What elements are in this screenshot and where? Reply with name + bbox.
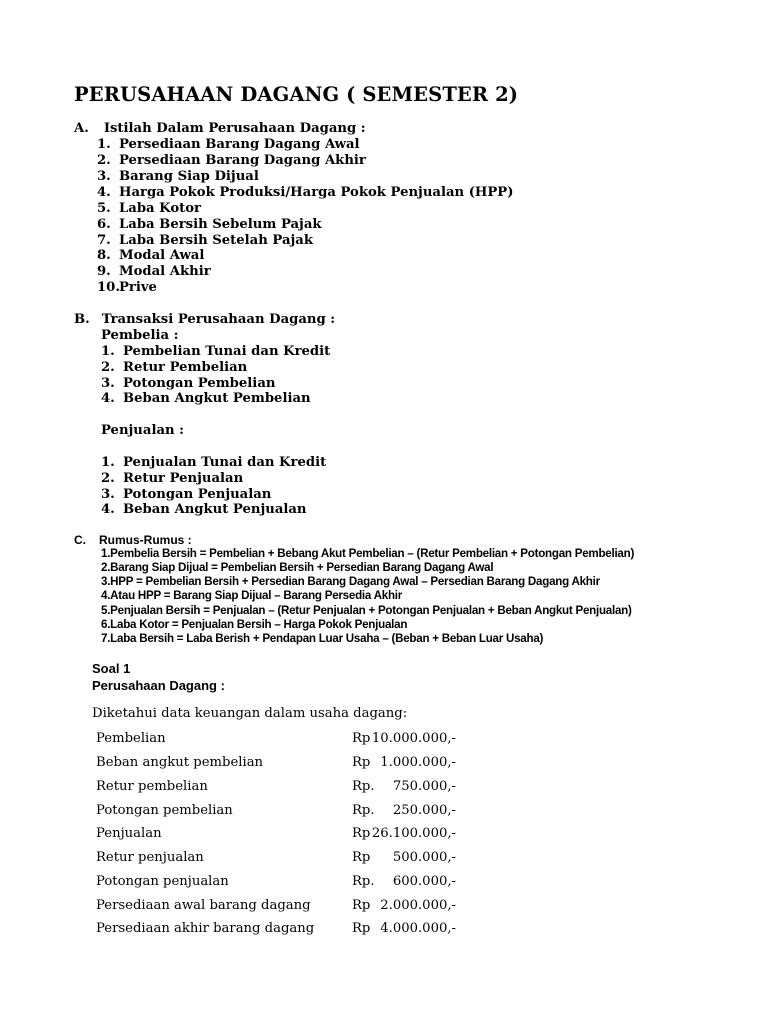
row-amount: 10.000.000,- xyxy=(371,731,456,746)
list-item: 2. Retur Penjualan xyxy=(101,471,244,486)
list-item: 4. Beban Angkut Penjualan xyxy=(101,502,307,517)
row-amount: 250.000,- xyxy=(392,803,456,818)
row-amount: 2.000.000,- xyxy=(380,898,456,913)
soal-intro: Diketahui data keuangan dalam usaha dagang: xyxy=(92,706,408,721)
row-currency: Rp xyxy=(352,826,371,841)
section-a-heading: Istilah Dalam Perusahaan Dagang : xyxy=(103,121,366,136)
section-c-heading: Rumus-Rumus : xyxy=(99,533,192,547)
list-item: 3. Potongan Penjualan xyxy=(101,487,272,502)
table-row xyxy=(96,850,516,870)
list-item: 4. Harga Pokok Produksi/Harga Pokok Penjualan (HPP) xyxy=(97,185,514,200)
list-item: 6. Laba Bersih Sebelum Pajak xyxy=(97,217,322,232)
list-item: 4. Beban Angkut Pembelian xyxy=(101,391,311,406)
pembelia-label: Pembelia : xyxy=(101,328,179,343)
table-row xyxy=(96,755,516,775)
list-item: 2. Retur Pembelian xyxy=(101,360,248,375)
row-label: Persediaan akhir barang dagang xyxy=(96,921,315,936)
list-item: 10.Prive xyxy=(97,280,157,295)
list-item: 5.Penjualan Bersih = Penjualan – (Retur Penjualan + Potongan Penjualan + Beban Angkut Penjualan) xyxy=(101,604,632,617)
list-item: 3. Barang Siap Dijual xyxy=(97,169,259,184)
row-currency: Rp. xyxy=(352,803,375,818)
section-c-heading-line xyxy=(74,533,192,547)
list-item: 1. Penjualan Tunai dan Kredit xyxy=(101,455,327,470)
list-item: 6.Laba Kotor = Penjualan Bersih – Harga Pokok Penjualan xyxy=(101,618,408,631)
section-b-marker: B. xyxy=(74,312,90,327)
row-label: Potongan pembelian xyxy=(96,803,233,818)
list-item: 1. Pembelian Tunai dan Kredit xyxy=(101,344,331,359)
list-item: 2.Barang Siap Dijual = Pembelian Bersih + Persedian Barang Dagang Awal xyxy=(101,561,494,574)
list-item: 5. Laba Kotor xyxy=(97,201,201,216)
soal-number: Soal 1 xyxy=(92,661,131,676)
table-row xyxy=(96,803,516,823)
penjualan-label: Penjualan : xyxy=(101,423,185,438)
list-item: 8. Modal Awal xyxy=(97,248,205,263)
row-currency: Rp xyxy=(352,755,371,770)
row-amount: 1.000.000,- xyxy=(380,755,456,770)
list-item: 1. Persediaan Barang Dagang Awal xyxy=(97,137,360,152)
row-amount: 600.000,- xyxy=(392,874,456,889)
list-item: 3.HPP = Pembelian Bersih + Persedian Barang Dagang Awal – Persedian Barang Dagang Akhir xyxy=(101,575,600,588)
section-b-heading-line xyxy=(74,312,335,327)
row-label: Potongan penjualan xyxy=(96,874,229,889)
row-currency: Rp xyxy=(352,731,371,746)
list-item: 4.Atau HPP = Barang Siap Dijual – Barang Persedia Akhir xyxy=(101,589,403,602)
row-label: Penjualan xyxy=(96,826,162,841)
row-amount: 4.000.000,- xyxy=(380,921,456,936)
list-item: 2. Persediaan Barang Dagang Akhir xyxy=(97,153,366,168)
table-row xyxy=(96,731,516,751)
row-currency: Rp xyxy=(352,921,371,936)
row-currency: Rp xyxy=(352,898,371,913)
row-amount: 500.000,- xyxy=(392,850,456,865)
list-item: 3. Potongan Pembelian xyxy=(101,376,276,391)
row-label: Beban angkut pembelian xyxy=(96,755,264,770)
list-item: 7. Laba Bersih Setelah Pajak xyxy=(97,233,313,248)
list-item: 1.Pembelia Bersih = Pembelian + Bebang Akut Pembelian – (Retur Pembelian + Potongan Pembelian) xyxy=(101,547,635,560)
soal-subtitle: Perusahaan Dagang : xyxy=(92,678,225,693)
table-row xyxy=(96,921,516,941)
section-a-marker: A. xyxy=(74,121,89,136)
row-amount: 26.100.000,- xyxy=(371,826,456,841)
table-row xyxy=(96,874,516,894)
row-currency: Rp. xyxy=(352,779,375,794)
row-label: Retur pembelian xyxy=(96,779,208,794)
list-item: 7.Laba Bersih = Laba Berish + Pendapan Luar Usaha – (Beban + Beban Luar Usaha) xyxy=(101,632,544,645)
list-item: 9. Modal Akhir xyxy=(97,264,211,279)
section-c-marker: C. xyxy=(74,533,86,547)
table-row xyxy=(96,779,516,799)
row-currency: Rp xyxy=(352,850,371,865)
table-row xyxy=(96,898,516,918)
section-a-heading-line xyxy=(74,121,366,136)
row-label: Pembelian xyxy=(96,731,166,746)
row-label: Persediaan awal barang dagang xyxy=(96,898,311,913)
table-row xyxy=(96,826,516,846)
section-b-heading: Transaksi Perusahaan Dagang : xyxy=(101,312,336,327)
row-label: Retur penjualan xyxy=(96,850,204,865)
row-amount: 750.000,- xyxy=(392,779,456,794)
page-title: PERUSAHAAN DAGANG ( SEMESTER 2) xyxy=(74,83,519,106)
row-currency: Rp. xyxy=(352,874,375,889)
